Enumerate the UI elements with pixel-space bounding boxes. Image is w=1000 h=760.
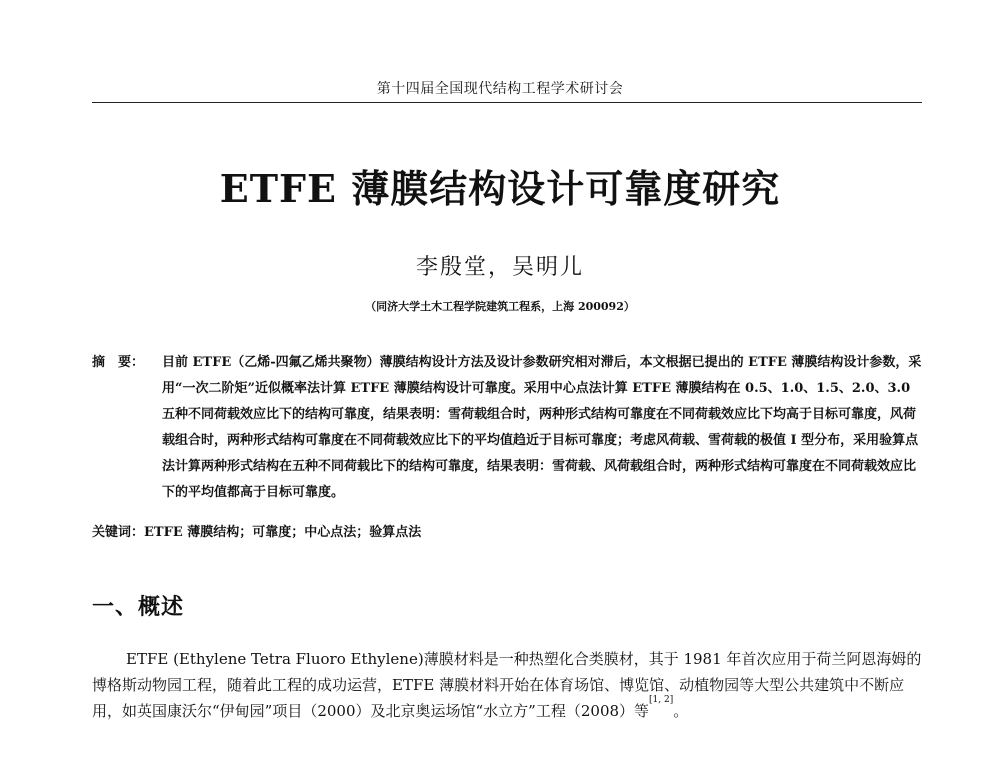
paper-title: ETFE 薄膜结构设计可靠度研究 [219, 166, 781, 211]
citation: [1, 2] [649, 695, 674, 705]
abstract-label: 摘 要： [92, 355, 145, 370]
keywords-label: 关键词： [92, 525, 145, 540]
abstract-text: 目前 ETFE（乙烯-四氟乙烯共聚物）薄膜结构设计方法及设计参数研究相对滞后，本文根据已提出的 ETFE 薄膜结构设计参数，采用“一次二阶矩”近似概率法计算 ETFE 薄膜结构设计可靠度。采用中心点法计算 ETFE 薄膜结构在 0.5、1.0、1.5、2.0、3.0 五种不同荷载效应比下的结构可靠度，结果表明：雪荷载组合时，两种形式结构可靠度在不同荷载效应比下均高于目标可靠度，风荷载组合时，两种形式结构可靠度在不同荷载效应比下的平均值趋近于目标可靠度；考虑风荷载、雪荷载的极值 I 型分布，采用验算点法计算两种形式结构在五种不同荷载比下的结构可靠度，结果表明：雪荷载、风荷载组合时，两种形式结构可靠度在不同荷载效应比下的平均值都高于目标可靠度。 [162, 355, 922, 500]
affiliation: （同济大学土木工程学院建筑工程系，上海 200092） [365, 300, 635, 313]
keywords [92, 520, 922, 546]
paragraph-end-mark: 。 [673, 702, 689, 720]
body-paragraph-text: ETFE (Ethylene Tetra Fluoro Ethylene)薄膜材料是一种热塑化合类膜材，其于 1981 年首次应用于荷兰阿恩海姆的博格斯动物园工程，随着此工程的成功运营，ETFE 薄膜材料开始在体育场馆、博览馆、动植物园等大型公共建筑中不断应用，如英国康沃尔“伊甸园”项目（2000）及北京奥运场馆“水立方”工程（2008）等 [92, 650, 922, 720]
body-paragraph [92, 646, 922, 727]
header-rule [92, 102, 922, 103]
keywords-text: ETFE 薄膜结构；可靠度；中心点法；验算点法 [144, 525, 422, 540]
section-heading: 一、概述 [92, 594, 185, 620]
abstract [92, 350, 922, 506]
running-header: 第十四届全国现代结构工程学术研讨会 [376, 81, 624, 97]
authors: 李殷堂，吴明儿 [415, 255, 584, 280]
